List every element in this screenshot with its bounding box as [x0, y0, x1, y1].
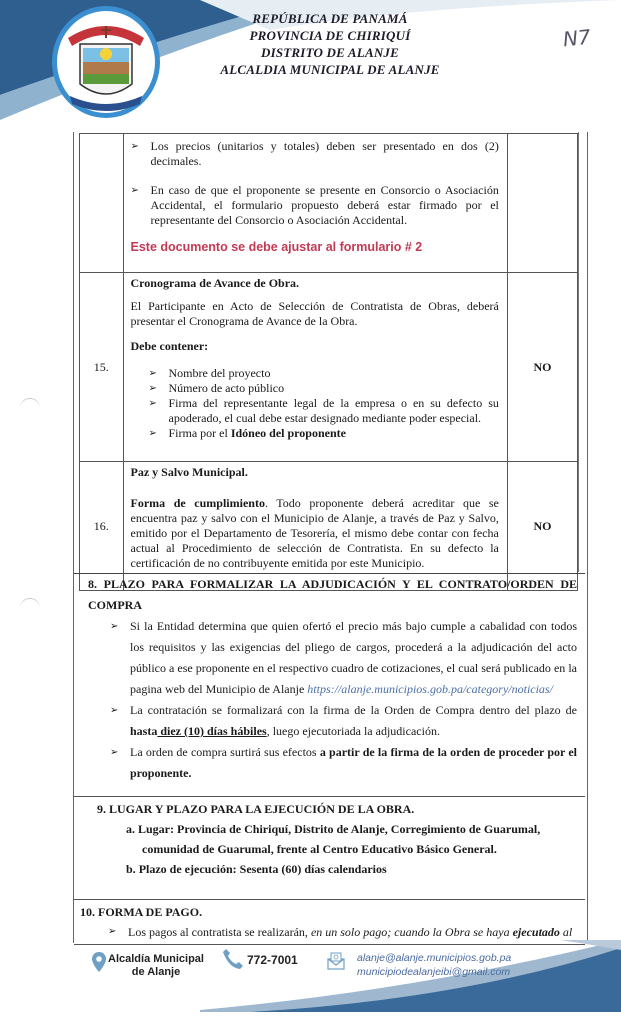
bullet-bold: Idóneo del proponente: [230, 426, 346, 440]
bullet-bold-underline: diez (10) días hábiles: [157, 724, 267, 738]
table-double-border: [578, 132, 579, 572]
content-list: [149, 366, 499, 441]
header-line-province: PROVINCIA DE CHIRIQUÍ: [249, 28, 411, 43]
sub-item-continuation: comunidad de Guarumal, frente al Centro Educativo Básico General.: [142, 842, 497, 856]
row-content: [123, 462, 507, 591]
phone-icon: [222, 948, 244, 970]
email-official[interactable]: alanje@alanje.municipios.gob.pa: [357, 952, 512, 964]
bullet-bold-italic: ejecutado: [512, 925, 560, 939]
handwritten-page-mark: N7: [561, 24, 592, 52]
bullet-bold: a partir de la firma de la orden de proceder por el proponente.: [130, 745, 577, 780]
bullet-item: ➢ Los precios (unitarios y totales) deben ser presentado en dos (2) decimales.: [131, 139, 499, 169]
sub-item-text: Plazo de ejecución: Sesenta (60) días calendarios: [138, 862, 387, 876]
sub-item-label: b.: [126, 862, 136, 876]
bullet-text: La contratación se formalizará con la firma de la Orden de Compra dentro del plazo de: [130, 703, 577, 717]
header-line-republic: REPÚBLICA DE PANAMÁ: [252, 11, 408, 26]
lead-bold: Forma de cumplimiento: [130, 496, 265, 510]
bullet-bold: hasta: [130, 724, 158, 738]
paragraph-text: . Todo proponente deberá acreditar que se encuentra paz y salvo con el Municipio de Alanje, a través de Paz y Salvo, emitido por el Departamento de Tesorería, el mismo debe contar con fecha actual al Procedimiento de selección de Contratista. En su defecto la certificación de no contribuyente emitida por este Municipio.: [130, 496, 499, 570]
bullet-italic: al: [559, 925, 573, 939]
news-link[interactable]: https://alanje.municipios.gob.pa/category/noticias/: [307, 682, 553, 696]
location-pin-icon: [92, 952, 106, 972]
table-row: [80, 273, 578, 462]
row-paragraph: El Participante en Acto de Selección de Contratista de Obras, deberá presentar el Cronograma de Avance de la Obra.: [130, 299, 499, 328]
bullet-item: [110, 742, 577, 784]
sub-item-a: [74, 819, 585, 859]
row-content: [123, 134, 507, 273]
bullet-text: La orden de compra surtirá sus efectos: [130, 745, 320, 759]
bullet-prefix: Firma por el: [168, 426, 231, 440]
section-items: [74, 616, 585, 784]
sub-item-b: [74, 859, 585, 879]
table-row: [80, 134, 578, 273]
bullet-item: ➢ En caso de que el proponente se presente en Consorcio o Asociación Accidental, el formulario propuesto deberá estar firmado por el representante del Consorcio o Asociación Accidental.: [131, 183, 499, 228]
row-content: [123, 273, 507, 462]
row-paragraph: [131, 496, 499, 571]
section-10: [74, 899, 585, 945]
section-title: 8. PLAZO PARA FORMALIZAR LA ADJUDICACIÓN Y EL CONTRATO/ORDEN DE COMPRA: [88, 577, 577, 612]
footer-phone: 772-7001: [247, 953, 298, 967]
header-line-district: DISTRITO DE ALANJE: [261, 45, 399, 60]
sub-item-label: a.: [126, 822, 135, 836]
bullet-item: [149, 426, 499, 441]
header-title-block: [180, 10, 480, 78]
bullet-text: Si la Entidad determina que quien ofertó el precio más bajo cumple a cabalidad con todos los requisitos y las exigencias del pliego de cargos, procederá a la adjudicación del acto público a ese proponente en el respectivo cuadro de cotizaciones, el cual será publicado en la pagina web del Municipio de Alanje: [130, 619, 577, 696]
section-items: [74, 922, 585, 942]
bullet-text: Los pagos al contratista se realizarán,: [128, 925, 311, 939]
section-title: 9. LUGAR Y PLAZO PARA LA EJECUCIÓN DE LA OBRA.: [97, 802, 415, 816]
row-number: 16.: [80, 462, 124, 591]
bullet-item: [108, 922, 585, 942]
address-line-1: Alcaldía Municipal: [108, 953, 204, 965]
section-8: [74, 573, 585, 796]
address-line-2: de Alanje: [131, 966, 181, 978]
municipal-logo: [50, 4, 162, 120]
footer-address: [108, 953, 204, 979]
punch-hole-mark: [20, 598, 40, 611]
bullet-item: [110, 616, 577, 700]
bullet-item: ➢ Firma del representante legal de la empresa o en su defecto su apoderado, el cual debe estar designado mediante poder especial.: [149, 396, 499, 426]
table-row: [80, 462, 578, 591]
sub-item-text: Lugar: Provincia de Chiriquí, Distrito de Alanje, Corregimiento de Guarumal,: [138, 822, 541, 836]
section-title: 10. FORMA DE PAGO.: [80, 905, 203, 919]
requirements-table: [79, 133, 578, 591]
header-line-mayoralty: ALCALDIA MUNICIPAL DE ALANJE: [220, 62, 440, 77]
row-title: Cronograma de Avance de Obra.: [130, 276, 300, 290]
bullet-item: ➢ Número de acto público: [149, 381, 499, 396]
bullet-item: ➢ Nombre del proyecto: [149, 366, 499, 381]
row-answer: NO: [507, 273, 577, 462]
row-answer: NO: [507, 462, 577, 591]
row-answer: [507, 134, 577, 273]
email-gmail[interactable]: municipiodealanjeibi@gmail.com: [357, 966, 511, 978]
row-number: [80, 134, 124, 273]
bullet-item: [110, 700, 577, 742]
bullet-text: , luego ejecutoriada la adjudicación.: [266, 724, 440, 738]
section-9: [74, 796, 585, 899]
envelope-icon: [327, 952, 345, 970]
bullet-italic: en un solo pago; cuando la Obra se haya: [310, 925, 513, 939]
footer-emails: [357, 951, 511, 979]
row-subtitle: Debe contener:: [130, 339, 209, 353]
row-title: Paz y Salvo Municipal.: [130, 465, 248, 479]
punch-hole-mark: [20, 398, 40, 411]
form-reference-note: Este documento se debe ajustar al formulario # 2: [130, 240, 423, 254]
row-number: 15.: [80, 273, 124, 462]
